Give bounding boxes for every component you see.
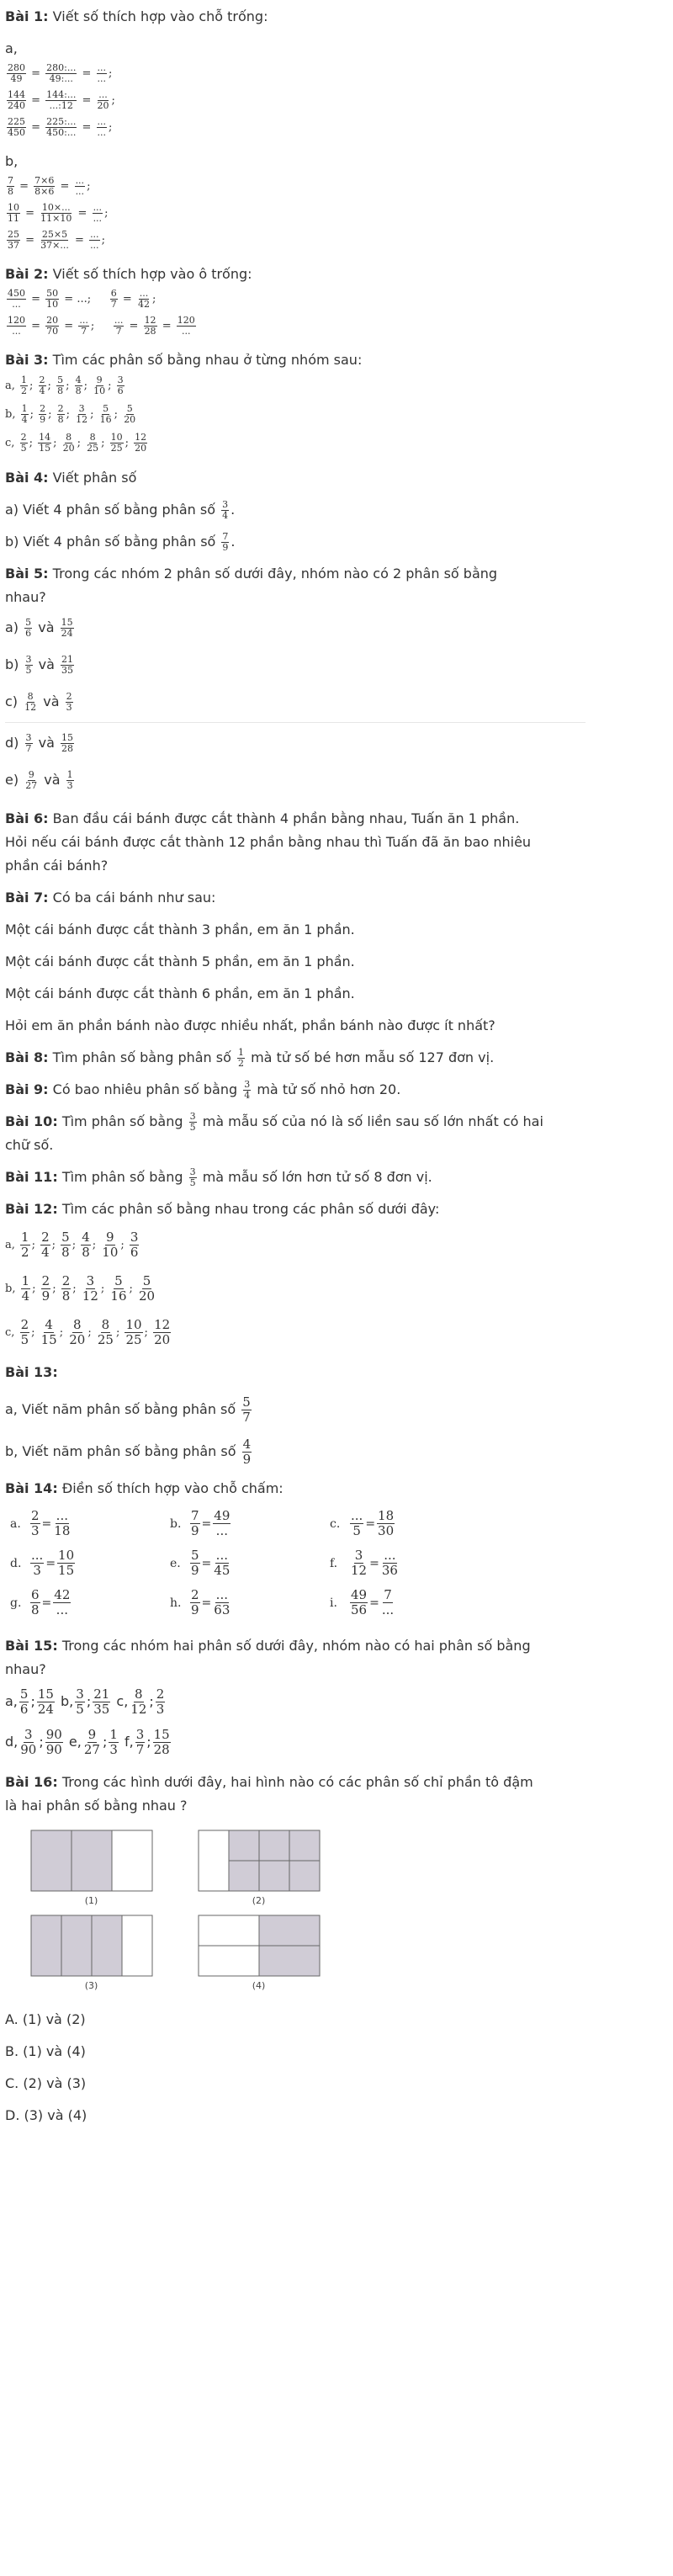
fraction: $\frac{3}{5}$ <box>76 1686 84 1717</box>
b5-text-2: nhau? <box>5 589 46 605</box>
fraction: $\frac{2}{4}$ <box>39 374 45 396</box>
fill-cell: a. $\frac{2}{3}$ = $\frac{...}{18}$ <box>10 1508 71 1538</box>
b7-line-2: Một cái bánh được cắt thành 5 phần, em ăn 1 phần. <box>5 953 355 969</box>
fraction: $\frac{...}{7}$ <box>114 315 124 337</box>
b12-text: Tìm các phân số bằng nhau trong các phân số dưới đây: <box>61 1201 440 1217</box>
b5-title: Bài 5: <box>5 566 49 582</box>
fraction: $\frac{...}{36}$ <box>381 1548 398 1578</box>
b1-part-b: b, <box>5 153 19 169</box>
label: d) <box>5 735 19 751</box>
fraction: $\frac{18}{30}$ <box>378 1508 395 1538</box>
b1-title: Bài 1: <box>5 8 49 24</box>
label: và <box>44 772 61 788</box>
b2-row-1: $\frac{450}{...}$ = $\frac{50}{10}$ = ...; $\frac{6}{7}$ = $\frac{...}{42}$ ; <box>8 288 156 310</box>
fraction: $\frac{12}{20}$ <box>154 1317 171 1347</box>
fraction: $\frac{15}{28}$ <box>153 1727 170 1757</box>
b4-text: Viết phân số <box>52 470 137 486</box>
fraction: $\frac{7}{8}$ <box>8 175 13 197</box>
fraction: $\frac{3}{4}$ <box>222 499 229 521</box>
b11: Bài 11: Tìm phân số bằng $\frac{3}{5}$ mà mẫu số lớn hơn tử số 8 đơn vị. <box>5 1166 432 1188</box>
label: a) <box>5 619 19 635</box>
fraction: $\frac{10}{11}$ <box>8 202 19 224</box>
b7-text: Có ba cái bánh như sau: <box>52 890 216 906</box>
fraction: $\frac{...}{3}$ <box>31 1548 44 1578</box>
label: e) <box>5 772 19 788</box>
fill-cell: e. $\frac{5}{9}$ = $\frac{...}{45}$ <box>170 1548 231 1578</box>
label: c. <box>330 1516 341 1531</box>
fraction: $\frac{1}{2}$ <box>21 374 28 396</box>
label: a. <box>10 1516 21 1531</box>
b15-rows <box>5 1681 668 1762</box>
fraction: $\frac{8}{25}$ <box>97 1317 114 1347</box>
fill-cell: g. $\frac{6}{8}$ = $\frac{42}{...}$ <box>10 1587 71 1617</box>
answer-option-d[interactable]: D. (3) và (4) <box>5 2107 87 2123</box>
b13-a: a, Viết năm phân số bằng phân số $\frac{5}{7}$ <box>5 1394 251 1425</box>
fraction: $\frac{3}{6}$ <box>130 1230 139 1260</box>
b9: Bài 9: Có bao nhiêu phân số bằng $\frac{3}{4}$ mà tử số nhỏ hơn 20. <box>5 1079 401 1101</box>
fraction: $\frac{7}{...}$ <box>381 1587 395 1617</box>
fraction: $\frac{15}{28}$ <box>61 732 73 754</box>
fraction: $\frac{21}{35}$ <box>93 1686 110 1717</box>
fraction: $\frac{4}{8}$ <box>82 1230 90 1260</box>
fraction: $\frac{1}{3}$ <box>109 1727 118 1757</box>
fraction: $\frac{1}{4}$ <box>21 403 28 425</box>
b15-text-2: nhau? <box>5 1661 46 1677</box>
fraction: $\frac{144:...}{...:12}$ <box>46 89 77 111</box>
fraction: $\frac{10\times...}{11\times 10}$ <box>40 202 72 224</box>
fraction: $\frac{21}{35}$ <box>61 654 73 676</box>
fraction: $\frac{2}{5}$ <box>20 1317 29 1347</box>
fill-cell: i. $\frac{49}{56}$ = $\frac{7}{...}$ <box>330 1587 395 1617</box>
label: và <box>38 735 55 751</box>
fraction: $\frac{5}{16}$ <box>99 403 112 425</box>
fraction: $\frac{4}{15}$ <box>40 1317 57 1347</box>
divider <box>5 722 586 723</box>
fraction: $\frac{5}{20}$ <box>124 403 136 425</box>
fraction: $\frac{12}{28}$ <box>144 315 156 337</box>
b12-rows <box>5 1226 668 1352</box>
pair-row <box>5 683 668 720</box>
b14-text: Điền số thích hợp vào chỗ chấm: <box>61 1480 284 1496</box>
label: c) <box>5 693 19 709</box>
equation-row: $\frac{144}{240}$ = $\frac{144:...}{...:12}$ = $\frac{...}{20}$ ; <box>8 89 115 111</box>
label: a, <box>5 1239 15 1251</box>
figure-1-shape <box>30 1830 153 1892</box>
fraction: $\frac{5}{8}$ <box>57 374 64 396</box>
fraction: $\frac{7}{9}$ <box>191 1508 199 1538</box>
pair-group-row: d, $\frac{3}{90}$ ; $\frac{90}{90}$ e, $\frac{9}{27}$ ; $\frac{1}{3}$ f, $\frac{3}{7}$ ; $\frac{15}{28}$ <box>5 1727 170 1757</box>
label: c, <box>116 1693 129 1709</box>
figure-4-shape <box>198 1915 321 1977</box>
fraction: $\frac{2}{5}$ <box>20 432 27 454</box>
fraction: $\frac{1}{4}$ <box>21 1273 30 1304</box>
b1-b-rows <box>5 173 668 254</box>
fraction: $\frac{2}{9}$ <box>41 1273 50 1304</box>
label: i. <box>330 1596 337 1610</box>
b6-line-2: Hỏi nếu cái bánh được cắt thành 12 phần bằng nhau thì Tuấn đã ăn bao nhiêu <box>5 834 532 850</box>
label: a, <box>5 380 15 392</box>
fraction: $\frac{15}{24}$ <box>37 1686 54 1717</box>
fraction: $\frac{49}{56}$ <box>351 1587 368 1617</box>
fraction: $\frac{...}{...}$ <box>97 62 107 84</box>
fraction: $\frac{3}{5}$ <box>189 1166 196 1188</box>
label: f. <box>330 1556 338 1570</box>
label: c, <box>5 437 15 449</box>
label: b, <box>5 408 16 421</box>
b4-b: b) Viết 4 phân số bằng phân số $\frac{7}{9}$ . <box>5 531 236 553</box>
fill-cell: f. $\frac{3}{12}$ = $\frac{...}{36}$ <box>330 1548 398 1578</box>
fraction: $\frac{2}{9}$ <box>191 1587 199 1617</box>
fraction: $\frac{...}{45}$ <box>214 1548 231 1578</box>
b16-text-2: là hai phân số bằng nhau ? <box>5 1798 188 1814</box>
fraction: $\frac{6}{8}$ <box>31 1587 40 1617</box>
fill-cell: d. $\frac{...}{3}$ = $\frac{10}{15}$ <box>10 1548 75 1578</box>
fraction: $\frac{...}{...}$ <box>93 202 103 224</box>
fraction: $\frac{49}{...}$ <box>214 1508 231 1538</box>
fraction: $\frac{9}{27}$ <box>83 1727 100 1757</box>
b10-line-2: chữ số. <box>5 1137 54 1153</box>
fraction: $\frac{2}{8}$ <box>57 403 64 425</box>
b15-text: Trong các nhóm hai phân số dưới đây, nhóm nào có hai phân số bằng <box>61 1638 531 1654</box>
label: b, <box>5 1283 16 1295</box>
fraction: $\frac{225}{450}$ <box>8 116 25 138</box>
fraction: $\frac{3}{12}$ <box>351 1548 368 1578</box>
fraction-row: b, $\frac{1}{4}$ ; $\frac{2}{9}$ ; $\frac{2}{8}$ ; $\frac{3}{12}$ ; $\frac{5}{16}$ ; $\frac{5}{20}$ <box>5 403 136 425</box>
b16-title: Bài 16: <box>5 1774 58 1790</box>
b1-text: Viết số thích hợp vào chỗ trống: <box>52 8 268 24</box>
fraction: $\frac{2}{3}$ <box>156 1686 165 1717</box>
label: e, <box>68 1734 82 1750</box>
figure-caption: (1) <box>84 1895 98 1906</box>
fraction: $\frac{9}{10}$ <box>102 1230 119 1260</box>
fraction: $\frac{...}{20}$ <box>97 89 109 111</box>
label: e. <box>170 1556 181 1570</box>
b16-text: Trong các hình dưới đây, hai hình nào có các phân số chỉ phần tô đậm <box>61 1774 533 1790</box>
fraction: $\frac{7\times 6}{8\times 6}$ <box>34 175 55 197</box>
fraction: $\frac{6}{7}$ <box>110 288 117 310</box>
b13-title: Bài 13: <box>5 1364 58 1380</box>
fraction: $\frac{9}{27}$ <box>25 769 38 791</box>
fraction: $\frac{3}{12}$ <box>76 403 88 425</box>
figure-1 <box>22 1830 161 1906</box>
label: b) <box>5 656 19 672</box>
label: và <box>43 693 60 709</box>
fraction: $\frac{5}{9}$ <box>191 1548 199 1578</box>
fill-cell: b. $\frac{7}{9}$ = $\frac{49}{...}$ <box>170 1508 231 1538</box>
fraction: $\frac{5}{16}$ <box>110 1273 127 1304</box>
answer-option-b[interactable]: B. (1) và (4) <box>5 2043 86 2059</box>
b4-title: Bài 4: <box>5 470 49 486</box>
b16-figures <box>22 1830 668 1991</box>
fraction-row: c, $\frac{2}{5}$ ; $\frac{4}{15}$ ; $\frac{8}{20}$ ; $\frac{8}{25}$ ; $\frac{10}{25}$ ; $\frac{12}{20}$ <box>5 1317 171 1347</box>
answer-option-c[interactable]: C. (2) và (3) <box>5 2075 87 2091</box>
fraction: $\frac{3}{7}$ <box>135 1727 145 1757</box>
figure-3-shape <box>30 1915 153 1977</box>
fraction-row: a, $\frac{1}{2}$ ; $\frac{2}{4}$ ; $\frac{5}{8}$ ; $\frac{4}{8}$ ; $\frac{9}{10}$ ; $\frac{3}{6}$ <box>5 374 124 396</box>
fraction: $\frac{8}{12}$ <box>24 691 37 713</box>
fraction: $\frac{9}{10}$ <box>93 374 106 396</box>
fraction-row: c, $\frac{2}{5}$ ; $\frac{14}{15}$ ; $\frac{8}{20}$ ; $\frac{8}{25}$ ; $\frac{10}{25}$ ; $\frac{12}{20}$ <box>5 432 147 454</box>
fraction: $\frac{90}{90}$ <box>45 1727 62 1757</box>
fraction: $\frac{20}{70}$ <box>46 315 59 337</box>
b3-title: Bài 3: <box>5 352 49 368</box>
b8: Bài 8: Tìm phân số bằng phân số $\frac{1}{2}$ mà tử số bé hơn mẫu số 127 đơn vị. <box>5 1047 495 1069</box>
fraction: $\frac{15}{24}$ <box>61 617 73 639</box>
label: b. <box>170 1516 182 1531</box>
fraction: $\frac{5}{6}$ <box>19 1686 29 1717</box>
pair-group-row: a, $\frac{5}{6}$ ; $\frac{15}{24}$ b, $\frac{3}{5}$ ; $\frac{21}{35}$ c, $\frac{8}{12}$ ; $\frac{2}{3}$ <box>5 1686 165 1717</box>
fraction: $\frac{7}{9}$ <box>222 531 229 553</box>
figure-2-shape <box>198 1830 321 1892</box>
b7-line-3: Một cái bánh được cắt thành 6 phần, em ăn 1 phần. <box>5 985 355 1001</box>
fraction: $\frac{5}{7}$ <box>242 1394 251 1425</box>
fraction: $\frac{120}{...}$ <box>8 315 25 337</box>
fraction: $\frac{...}{18}$ <box>54 1508 71 1538</box>
fraction: $\frac{2}{8}$ <box>61 1273 71 1304</box>
fraction: $\frac{3}{4}$ <box>244 1079 251 1101</box>
pair-row <box>5 762 668 799</box>
label: d, <box>5 1734 19 1750</box>
b6-line-3: phần cái bánh? <box>5 858 109 874</box>
fraction: $\frac{50}{10}$ <box>46 288 59 310</box>
fraction: $\frac{...}{5}$ <box>351 1508 363 1538</box>
b14-title: Bài 14: <box>5 1480 58 1496</box>
b1-part-a: a, <box>5 40 18 56</box>
fraction: $\frac{225:...}{450:...}$ <box>46 116 77 138</box>
b14-grid <box>10 1509 668 1617</box>
b2-text: Viết số thích hợp vào ô trống: <box>52 266 252 282</box>
fraction: $\frac{2}{4}$ <box>41 1230 50 1260</box>
fraction: $\frac{8}{12}$ <box>130 1686 147 1717</box>
b6-title: Bài 6: <box>5 810 49 826</box>
fraction: $\frac{1}{2}$ <box>238 1047 244 1069</box>
fraction: $\frac{2}{3}$ <box>66 691 72 713</box>
fraction: $\frac{10}{25}$ <box>125 1317 142 1347</box>
b7-question: Hỏi em ăn phần bánh nào được nhiều nhất, phần bánh nào được ít nhất? <box>5 1017 495 1033</box>
label: g. <box>10 1596 22 1610</box>
equation-row: $\frac{280}{49}$ = $\frac{280:...}{49:...}$ = $\frac{...}{...}$ ; <box>8 62 113 84</box>
b2-row-2: $\frac{120}{...}$ = $\frac{20}{70}$ = $\frac{...}{7}$ ; $\frac{...}{7}$ = $\frac{12}{28}$ = $\frac{120}{...}$ <box>8 315 195 337</box>
figure-caption: (3) <box>84 1980 98 1991</box>
label: và <box>38 619 55 635</box>
b3-rows <box>5 372 668 458</box>
fraction: $\frac{5}{20}$ <box>139 1273 156 1304</box>
label: d. <box>10 1556 22 1570</box>
b12-title: Bài 12: <box>5 1201 58 1217</box>
fraction: $\frac{...}{7}$ <box>79 315 88 337</box>
answer-option-a[interactable]: A. (1) và (2) <box>5 2011 86 2027</box>
fraction: $\frac{280}{49}$ <box>8 62 25 84</box>
fill-cell: h. $\frac{2}{9}$ = $\frac{...}{63}$ <box>170 1587 231 1617</box>
fraction: $\frac{1}{2}$ <box>21 1230 29 1260</box>
b7-title: Bài 7: <box>5 890 49 906</box>
b5-text: Trong các nhóm 2 phân số dưới đây, nhóm nào có 2 phân số bằng <box>52 566 498 582</box>
fraction: $\frac{25}{37}$ <box>8 229 19 251</box>
fraction: $\frac{3}{90}$ <box>20 1727 37 1757</box>
fraction: $\frac{14}{15}$ <box>39 432 51 454</box>
fraction: $\frac{3}{7}$ <box>25 732 32 754</box>
b3-text: Tìm các phân số bằng nhau ở từng nhóm sau: <box>52 352 363 368</box>
figure-4 <box>189 1915 328 1991</box>
equation-row: $\frac{7}{8}$ = $\frac{7\times 6}{8\times 6}$ = $\frac{...}{...}$ ; <box>8 175 91 197</box>
b5-rows <box>5 609 668 799</box>
b2-title: Bài 2: <box>5 266 49 282</box>
fraction: $\frac{2}{3}$ <box>31 1508 40 1538</box>
fraction: $\frac{120}{...}$ <box>177 315 195 337</box>
fraction: $\frac{3}{5}$ <box>25 654 32 676</box>
fraction: $\frac{10}{25}$ <box>110 432 123 454</box>
figure-3 <box>22 1915 161 1991</box>
fraction: $\frac{...}{63}$ <box>214 1587 231 1617</box>
b10: Bài 10: Tìm phân số bằng $\frac{3}{5}$ mà mẫu số của nó là số liền sau số lớn nhất có hai <box>5 1111 543 1133</box>
fraction: $\frac{1}{3}$ <box>66 769 73 791</box>
b6-line-1: Ban đầu cái bánh được cắt thành 4 phần bằng nhau, Tuấn ăn 1 phần. <box>52 810 520 826</box>
fraction: $\frac{8}{20}$ <box>69 1317 86 1347</box>
fraction: $\frac{280:...}{49:...}$ <box>46 62 77 84</box>
fraction: $\frac{8}{20}$ <box>62 432 75 454</box>
shaded-region <box>31 1915 122 1976</box>
fraction: $\frac{5}{6}$ <box>25 617 32 639</box>
fill-cell: c. $\frac{...}{5}$ = $\frac{18}{30}$ <box>330 1508 395 1538</box>
label: f, <box>124 1734 134 1750</box>
b15-title: Bài 15: <box>5 1638 58 1654</box>
fraction: $\frac{...}{...}$ <box>75 175 85 197</box>
fraction: $\frac{...}{...}$ <box>90 229 99 251</box>
pair-row <box>5 725 668 762</box>
fraction: $\frac{3}{12}$ <box>82 1273 98 1304</box>
fraction: $\frac{42}{...}$ <box>54 1587 71 1617</box>
b4-a: a) Viết 4 phân số bằng phân số $\frac{3}{4}$ . <box>5 499 236 521</box>
fraction: $\frac{...}{...}$ <box>97 116 107 138</box>
fraction: $\frac{3}{5}$ <box>189 1111 196 1133</box>
fraction: $\frac{144}{240}$ <box>8 89 25 111</box>
fraction: $\frac{...}{42}$ <box>137 288 150 310</box>
fraction-row: b, $\frac{1}{4}$ ; $\frac{2}{9}$ ; $\frac{2}{8}$ ; $\frac{3}{12}$ ; $\frac{5}{16}$ ; $\frac{5}{20}$ <box>5 1273 156 1304</box>
label: c, <box>5 1326 15 1339</box>
fraction: $\frac{10}{15}$ <box>58 1548 75 1578</box>
label: h. <box>170 1596 182 1610</box>
b1-a-rows <box>5 61 668 141</box>
fraction: $\frac{450}{...}$ <box>8 288 25 310</box>
fraction: $\frac{25\times 5}{37\times...}$ <box>40 229 69 251</box>
b13-b: b, Viết năm phân số bằng phân số $\frac{4}{9}$ <box>5 1437 252 1467</box>
label: a, <box>5 1693 18 1709</box>
fraction: $\frac{4}{8}$ <box>75 374 82 396</box>
figure-caption: (4) <box>252 1980 266 1991</box>
equation-row: $\frac{10}{11}$ = $\frac{10\times...}{11\times 10}$ = $\frac{...}{...}$ ; <box>8 202 109 224</box>
pair-row <box>5 646 668 683</box>
fraction: $\frac{2}{9}$ <box>40 403 46 425</box>
fraction: $\frac{5}{8}$ <box>61 1230 70 1260</box>
label: b, <box>61 1693 74 1709</box>
figure-caption: (2) <box>252 1895 266 1906</box>
equation-row: $\frac{225}{450}$ = $\frac{225:...}{450:...}$ = $\frac{...}{...}$ ; <box>8 116 113 138</box>
fraction-row: a, $\frac{1}{2}$ ; $\frac{2}{4}$ ; $\frac{5}{8}$ ; $\frac{4}{8}$ ; $\frac{9}{10}$ ; $\frac{3}{6}$ <box>5 1230 139 1260</box>
fraction: $\frac{12}{20}$ <box>135 432 147 454</box>
fraction: $\frac{3}{6}$ <box>117 374 124 396</box>
fraction: $\frac{4}{9}$ <box>242 1437 252 1467</box>
pair-row <box>5 609 668 646</box>
equation-row: $\frac{25}{37}$ = $\frac{25\times 5}{37\times...}$ = $\frac{...}{...}$ ; <box>8 229 105 251</box>
b7-line-1: Một cái bánh được cắt thành 3 phần, em ăn 1 phần. <box>5 922 355 937</box>
fraction: $\frac{8}{25}$ <box>87 432 99 454</box>
label: và <box>38 656 55 672</box>
figure-2 <box>189 1830 328 1906</box>
